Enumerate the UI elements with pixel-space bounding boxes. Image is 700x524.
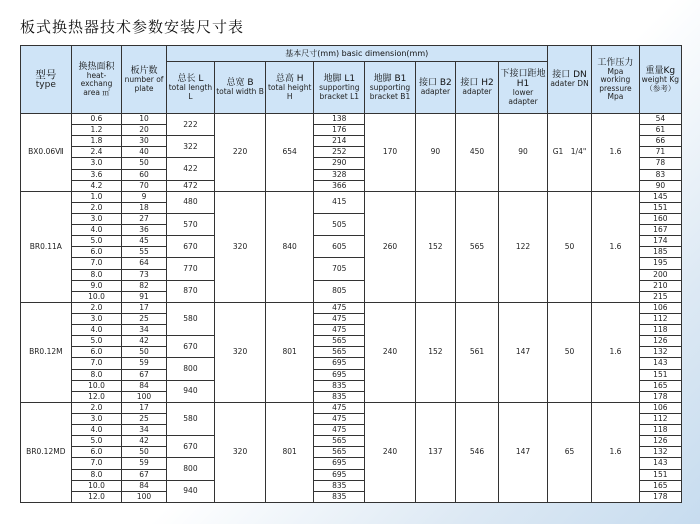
plates-cell: 84 [122, 480, 166, 491]
adapter-b2-cell: 152 [415, 302, 455, 402]
plates-cell: 82 [122, 280, 166, 291]
col-header-dn-zh: 接口 DN [552, 70, 587, 81]
col-header-adapter-h2-zh: 接口 H2 [460, 78, 494, 89]
bracket-l1-cell: 835 [314, 380, 365, 391]
plates-cell: 36 [122, 225, 166, 236]
col-header-width [215, 62, 266, 114]
page-title: 板式换热器技术参数安装尺寸表 [20, 18, 245, 36]
plates-cell: 67 [122, 369, 166, 380]
spec-table-wrapper [20, 45, 682, 503]
plates-cell: 50 [122, 347, 166, 358]
col-header-model [21, 46, 72, 114]
adapter-h2-cell: 546 [455, 402, 498, 502]
bracket-l1-cell: 835 [314, 491, 365, 502]
bracket-l1-cell: 475 [314, 402, 365, 413]
plates-cell: 55 [122, 247, 166, 258]
width-cell: 320 [215, 302, 266, 402]
plates-cell: 59 [122, 358, 166, 369]
model-cell: BR0.11A [21, 191, 72, 302]
weight-cell: 210 [639, 280, 681, 291]
pressure-cell: 1.6 [592, 114, 640, 192]
weight-cell: 185 [639, 247, 681, 258]
bracket-l1-cell: 252 [314, 147, 365, 158]
area-cell: 10.0 [71, 480, 122, 491]
plates-cell: 17 [122, 402, 166, 413]
plates-cell: 60 [122, 169, 166, 180]
model-cell: BR0.12M [21, 302, 72, 402]
adapter-b2-cell: 90 [415, 114, 455, 192]
weight-cell: 71 [639, 147, 681, 158]
weight-cell: 160 [639, 213, 681, 224]
col-header-model-en: type [35, 80, 56, 91]
weight-cell: 165 [639, 480, 681, 491]
weight-cell: 112 [639, 413, 681, 424]
weight-cell: 106 [639, 402, 681, 413]
weight-cell: 132 [639, 447, 681, 458]
bracket-l1-cell: 565 [314, 447, 365, 458]
length-cell: 570 [166, 213, 215, 235]
area-cell: 9.0 [71, 280, 122, 291]
weight-cell: 126 [639, 436, 681, 447]
bracket-l1-cell: 565 [314, 436, 365, 447]
lower-adapter-h1-cell: 147 [499, 302, 548, 402]
bracket-l1-cell: 695 [314, 458, 365, 469]
weight-cell: 195 [639, 258, 681, 269]
bracket-l1-cell: 138 [314, 114, 365, 125]
plates-cell: 100 [122, 491, 166, 502]
bracket-l1-cell: 695 [314, 469, 365, 480]
weight-cell: 61 [639, 125, 681, 136]
col-header-width-en: total width B [216, 87, 264, 97]
col-header-plates-zh: 板片数 [130, 66, 158, 76]
col-header-bracket-b1-en: supporting bracket B1 [369, 83, 411, 101]
table-row [21, 302, 682, 313]
bracket-b1-cell: 240 [365, 402, 416, 502]
area-cell: 3.0 [71, 213, 122, 224]
length-cell: 580 [166, 302, 215, 335]
length-cell: 422 [166, 158, 215, 180]
plates-cell: 59 [122, 458, 166, 469]
area-cell: 12.0 [71, 391, 122, 402]
weight-cell: 151 [639, 369, 681, 380]
length-cell: 940 [166, 380, 215, 402]
plates-cell: 18 [122, 202, 166, 213]
bracket-l1-cell: 475 [314, 413, 365, 424]
length-cell: 800 [166, 458, 215, 480]
plates-cell: 34 [122, 325, 166, 336]
col-header-adapter-b2-zh: 接口 B2 [418, 78, 452, 89]
col-header-height-zh: 总高 H [275, 74, 304, 84]
col-header-height [265, 62, 314, 114]
bracket-l1-cell: 475 [314, 313, 365, 324]
table-row [21, 402, 682, 413]
area-cell: 5.0 [71, 236, 122, 247]
bracket-l1-cell: 214 [314, 136, 365, 147]
area-cell: 4.2 [71, 180, 122, 191]
length-cell: 222 [166, 114, 215, 136]
weight-cell: 145 [639, 191, 681, 202]
plates-cell: 73 [122, 269, 166, 280]
bracket-l1-cell: 565 [314, 347, 365, 358]
weight-cell: 143 [639, 358, 681, 369]
adapter-h2-cell: 565 [455, 191, 498, 302]
col-header-adapter-h2-en: adapter [462, 87, 492, 97]
pressure-cell: 1.6 [592, 402, 640, 502]
area-cell: 6.0 [71, 247, 122, 258]
area-cell: 1.8 [71, 136, 122, 147]
area-cell: 0.6 [71, 114, 122, 125]
bracket-l1-cell: 605 [314, 236, 365, 258]
width-cell: 320 [215, 191, 266, 302]
bracket-l1-cell: 805 [314, 280, 365, 302]
weight-cell: 118 [639, 325, 681, 336]
col-header-lower-adapter-h1-zh: 下接口距地 H1 [500, 69, 546, 89]
length-cell: 940 [166, 480, 215, 502]
bracket-b1-cell: 240 [365, 302, 416, 402]
lower-adapter-h1-cell: 90 [499, 114, 548, 192]
plates-cell: 27 [122, 213, 166, 224]
model-cell: BR0.12MD [21, 402, 72, 502]
bracket-l1-cell: 290 [314, 158, 365, 169]
area-cell: 4.0 [71, 225, 122, 236]
area-cell: 12.0 [71, 491, 122, 502]
col-header-width-zh: 总宽 B [226, 78, 254, 89]
col-header-pressure-zh: 工作压力 [597, 57, 634, 68]
plates-cell: 91 [122, 291, 166, 302]
length-cell: 480 [166, 191, 215, 213]
plates-cell: 40 [122, 147, 166, 158]
area-cell: 1.0 [71, 191, 122, 202]
weight-cell: 126 [639, 336, 681, 347]
col-header-weight [639, 46, 681, 114]
col-header-adapter-b2 [415, 62, 455, 114]
col-header-area-zh: 换热面积 [78, 61, 115, 72]
length-cell: 580 [166, 402, 215, 435]
plates-cell: 64 [122, 258, 166, 269]
spec-table [20, 45, 682, 503]
height-cell: 840 [265, 191, 314, 302]
col-header-bracket-b1-zh: 地脚 B1 [373, 74, 407, 84]
pressure-cell: 1.6 [592, 302, 640, 402]
weight-cell: 143 [639, 458, 681, 469]
col-header-weight-zh: 重量Kg [645, 66, 676, 76]
weight-cell: 215 [639, 291, 681, 302]
col-header-weight-en: weight Kg （参考） [641, 75, 680, 93]
adapter-b2-cell: 152 [415, 191, 455, 302]
col-header-length [166, 62, 215, 114]
plates-cell: 42 [122, 436, 166, 447]
area-cell: 3.0 [71, 313, 122, 324]
col-header-area-en: heat-exchang area ㎡ [80, 70, 113, 97]
plates-cell: 42 [122, 336, 166, 347]
bracket-l1-cell: 415 [314, 191, 365, 213]
area-cell: 1.2 [71, 125, 122, 136]
plates-cell: 50 [122, 447, 166, 458]
dn-cell: 50 [547, 302, 591, 402]
weight-cell: 178 [639, 491, 681, 502]
dn-cell: 50 [547, 191, 591, 302]
weight-cell: 178 [639, 391, 681, 402]
area-cell: 2.0 [71, 202, 122, 213]
col-header-adapter-b2-en: adapter [420, 87, 451, 97]
weight-cell: 132 [639, 347, 681, 358]
weight-cell: 151 [639, 202, 681, 213]
area-cell: 6.0 [71, 347, 122, 358]
area-cell: 8.0 [71, 269, 122, 280]
adapter-b2-cell: 137 [415, 402, 455, 502]
bracket-l1-cell: 475 [314, 302, 365, 313]
weight-cell: 118 [639, 425, 681, 436]
bracket-l1-cell: 328 [314, 169, 365, 180]
bracket-l1-cell: 475 [314, 325, 365, 336]
plates-cell: 34 [122, 425, 166, 436]
col-header-bracket-b1 [365, 62, 416, 114]
area-cell: 7.0 [71, 458, 122, 469]
width-cell: 320 [215, 402, 266, 502]
area-cell: 10.0 [71, 380, 122, 391]
bracket-l1-cell: 835 [314, 480, 365, 491]
bracket-l1-cell: 565 [314, 336, 365, 347]
height-cell: 801 [265, 402, 314, 502]
plates-cell: 9 [122, 191, 166, 202]
length-cell: 670 [166, 336, 215, 358]
bracket-l1-cell: 695 [314, 369, 365, 380]
col-header-bracket-l1-zh: 地脚 L1 [323, 74, 356, 84]
weight-cell: 151 [639, 469, 681, 480]
col-header-dn [547, 46, 591, 114]
weight-cell: 174 [639, 236, 681, 247]
area-cell: 3.6 [71, 169, 122, 180]
bracket-b1-cell: 170 [365, 114, 416, 192]
weight-cell: 112 [639, 313, 681, 324]
col-header-pressure-en: Mpa working pressure Mpa [599, 66, 632, 101]
length-cell: 472 [166, 180, 215, 191]
col-header-adapter-h2 [455, 62, 498, 114]
weight-cell: 54 [639, 114, 681, 125]
bracket-l1-cell: 705 [314, 258, 365, 280]
col-header-lower-adapter-h1-en: lower adapter [508, 88, 538, 106]
col-header-area [71, 46, 122, 114]
area-cell: 5.0 [71, 336, 122, 347]
dn-cell: G1 1/4" [547, 114, 591, 192]
col-header-length-zh: 总长 L [177, 74, 204, 84]
model-cell: BX0.06Ⅶ [21, 114, 72, 192]
lower-adapter-h1-cell: 147 [499, 402, 548, 502]
plates-cell: 17 [122, 302, 166, 313]
weight-cell: 200 [639, 269, 681, 280]
bracket-l1-cell: 475 [314, 425, 365, 436]
area-cell: 2.0 [71, 302, 122, 313]
bracket-b1-cell: 260 [365, 191, 416, 302]
col-header-dn-en: adater DN [550, 79, 589, 89]
plates-cell: 20 [122, 125, 166, 136]
table-row [21, 114, 682, 125]
area-cell: 4.0 [71, 325, 122, 336]
length-cell: 670 [166, 436, 215, 458]
area-cell: 8.0 [71, 469, 122, 480]
col-header-plates-en: number of plate [124, 75, 164, 93]
pressure-cell: 1.6 [592, 191, 640, 302]
area-cell: 7.0 [71, 358, 122, 369]
length-cell: 770 [166, 258, 215, 280]
col-header-bracket-l1-en: supporting bracket L1 [319, 83, 360, 101]
width-cell: 220 [215, 114, 266, 192]
length-cell: 322 [166, 136, 215, 158]
plates-cell: 70 [122, 180, 166, 191]
weight-cell: 83 [639, 169, 681, 180]
length-cell: 870 [166, 280, 215, 302]
bracket-l1-cell: 695 [314, 358, 365, 369]
spec-table-body [21, 114, 682, 503]
height-cell: 654 [265, 114, 314, 192]
plates-cell: 25 [122, 313, 166, 324]
weight-cell: 90 [639, 180, 681, 191]
plates-cell: 84 [122, 380, 166, 391]
col-header-length-en: total length L [168, 83, 213, 101]
area-cell: 2.0 [71, 402, 122, 413]
area-cell: 3.0 [71, 158, 122, 169]
col-header-height-en: total height H [267, 83, 312, 101]
plates-cell: 10 [122, 114, 166, 125]
area-cell: 8.0 [71, 369, 122, 380]
col-header-bracket-l1 [314, 62, 365, 114]
area-cell: 6.0 [71, 447, 122, 458]
bracket-l1-cell: 505 [314, 213, 365, 235]
area-cell: 2.4 [71, 147, 122, 158]
weight-cell: 106 [639, 302, 681, 313]
area-cell: 5.0 [71, 436, 122, 447]
plates-cell: 67 [122, 469, 166, 480]
area-cell: 7.0 [71, 258, 122, 269]
weight-cell: 167 [639, 225, 681, 236]
col-header-basic-dimension: 基本尺寸(mm) basic dimension(mm) [166, 46, 547, 62]
area-cell: 10.0 [71, 291, 122, 302]
dn-cell: 65 [547, 402, 591, 502]
adapter-h2-cell: 450 [455, 114, 498, 192]
table-row [21, 191, 682, 202]
length-cell: 800 [166, 358, 215, 380]
weight-cell: 66 [639, 136, 681, 147]
bracket-l1-cell: 176 [314, 125, 365, 136]
bracket-l1-cell: 366 [314, 180, 365, 191]
weight-cell: 165 [639, 380, 681, 391]
weight-cell: 78 [639, 158, 681, 169]
area-cell: 3.0 [71, 413, 122, 424]
plates-cell: 25 [122, 413, 166, 424]
bracket-l1-cell: 835 [314, 391, 365, 402]
height-cell: 801 [265, 302, 314, 402]
col-header-lower-adapter-h1 [499, 62, 548, 114]
area-cell: 4.0 [71, 425, 122, 436]
plates-cell: 50 [122, 158, 166, 169]
col-header-pressure [592, 46, 640, 114]
col-header-model-zh: 型号 [35, 69, 57, 82]
lower-adapter-h1-cell: 122 [499, 191, 548, 302]
plates-cell: 30 [122, 136, 166, 147]
length-cell: 670 [166, 236, 215, 258]
col-header-plates [122, 46, 166, 114]
plates-cell: 45 [122, 236, 166, 247]
adapter-h2-cell: 561 [455, 302, 498, 402]
plates-cell: 100 [122, 391, 166, 402]
